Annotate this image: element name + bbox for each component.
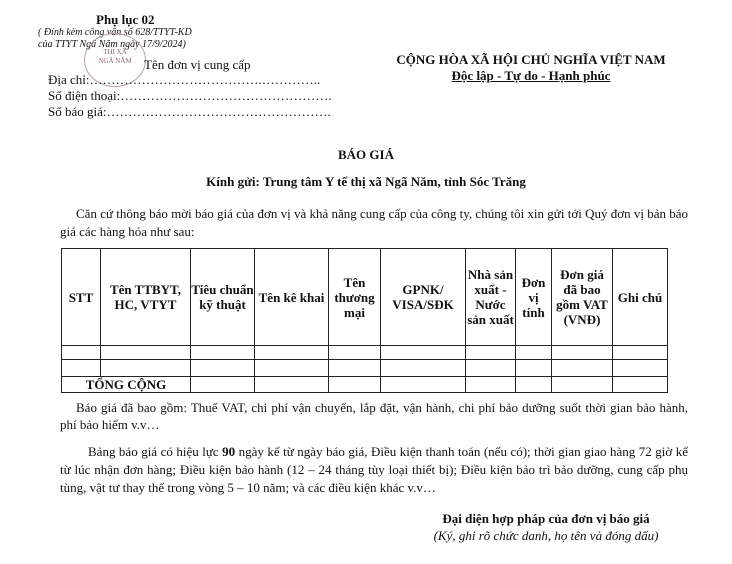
national-title: CỘNG HÒA XÃ HỘI CHỦ NGHĨA VIỆT NAM — [396, 52, 666, 67]
table-row — [62, 360, 668, 377]
signature-title: Đại diện hợp pháp của đơn vị báo giá — [442, 511, 650, 526]
recipient-line: Kính gửi: Trung tâm Y tế thị xã Ngã Năm, tỉnh Sóc Trăng — [206, 174, 526, 189]
document-title: BÁO GIÁ — [338, 147, 394, 162]
phone-field: Số điện thoại:…………………………………………. — [48, 88, 332, 103]
address-field: Địa chỉ:………………………………….………….. — [48, 72, 321, 87]
validity-paragraph — [60, 443, 688, 497]
appendix-note-line2: của TTYT Ngã Năm ngày 17/9/2024) — [38, 39, 186, 50]
col-header-note: Ghi chú — [613, 249, 668, 346]
included-costs-paragraph: Báo giá đã bao gồm: Thuế VAT, chi phí vận chuyển, lắp đặt, vận hành, chi phí bảo dưỡng suốt thời gian bảo hành, phí bảo hiểm v.v… — [60, 400, 688, 432]
col-header-technical-standard: Tiêu chuẩn kỹ thuật — [191, 249, 255, 346]
appendix-title: Phụ lục 02 — [96, 12, 155, 27]
col-header-manufacturer: Nhà sản xuất - Nước sản xuất — [466, 249, 516, 346]
col-header-item-name: Tên TTBYT, HC, VTYT — [101, 249, 191, 346]
appendix-note-line1: ( Đính kèm công văn số 628/TTYT-KD — [38, 27, 192, 38]
validity-days: 90 — [222, 444, 236, 459]
table-row — [62, 346, 668, 360]
signature-note: (Ký, ghi rõ chức danh, họ tên và đóng dấu) — [433, 528, 659, 543]
stamp-text-line1: THỊ XÃ — [103, 48, 127, 56]
validity-rest: ngày kể từ ngày báo giá, Điều kiện thanh toán (nếu có); thời gian giao hàng 72 giờ kể từ lúc nhận đơn hàng; Điều kiện bảo hành (12 – 24 tháng tùy loại thiết bị); Điều kiện bảo trì bảo dưỡng, cung cấp phụ tùng, vật tư thay thế trong vòng 5 – 10 năm; và các điều kiện khác v.v… — [60, 444, 688, 495]
stamp-text-line2: NGÃ NĂM — [98, 57, 132, 65]
quotation-table — [61, 248, 668, 393]
table-header-row — [62, 249, 668, 346]
intro-paragraph: Căn cứ thông báo mời báo giá của đơn vị và khả năng cung cấp của công ty, chúng tôi xin gửi tới Quý đơn vị bản báo giá các hàng hóa như sau: — [60, 206, 688, 239]
col-header-stt: STT — [62, 249, 101, 346]
validity-prefix: Bảng báo giá có hiệu lực — [88, 444, 223, 459]
col-header-license: GPNK/ VISA/SĐK — [381, 249, 466, 346]
national-motto — [396, 68, 666, 84]
col-header-unit-price: Đơn giá đã bao gồm VAT (VNĐ) — [552, 249, 613, 346]
table-total-row — [62, 377, 668, 393]
supplier-name-label: Tên đơn vị cung cấp — [144, 57, 251, 72]
col-header-unit: Đơn vị tính — [516, 249, 552, 346]
national-motto-text: Độc lập - Tự do - Hạnh phúc — [451, 68, 611, 83]
col-header-trade-name: Tên thương mại — [329, 249, 381, 346]
total-label: TỔNG CỘNG — [62, 377, 191, 393]
quote-number-field: Số báo giá:……………………………………………. — [48, 104, 331, 119]
col-header-declared-name: Tên kê khai — [255, 249, 329, 346]
